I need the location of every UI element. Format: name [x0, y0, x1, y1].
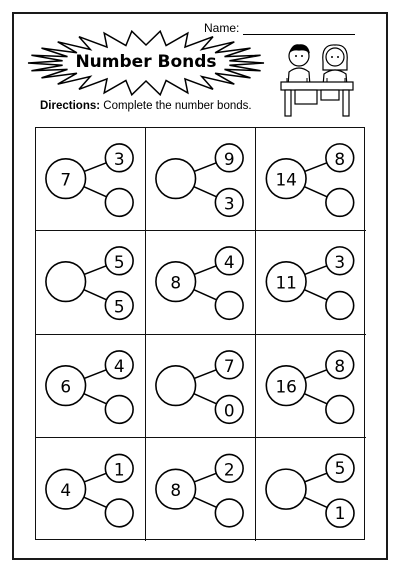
part-circle-top — [105, 247, 133, 275]
part-circle-top-value: 8 — [334, 355, 346, 376]
bond-connector-line — [84, 497, 107, 507]
whole-circle-value: 11 — [275, 272, 297, 293]
bond-connector-line — [304, 187, 327, 197]
part-circle-top-value: 8 — [334, 148, 346, 169]
bond-connector-line — [305, 266, 327, 275]
whole-circle-value: 8 — [170, 479, 182, 500]
part-circle-bottom[interactable] — [215, 292, 243, 320]
whole-circle[interactable] — [46, 262, 86, 302]
number-bond-cell — [146, 231, 256, 334]
whole-circle[interactable] — [156, 365, 196, 405]
part-circle-bottom-value: 1 — [334, 503, 346, 524]
part-circle-top-value: 1 — [113, 459, 125, 480]
part-circle-bottom-value: 5 — [113, 296, 125, 317]
whole-circle-value: 16 — [275, 376, 297, 397]
whole-circle — [266, 262, 306, 302]
bond-connector-line — [305, 369, 327, 378]
page-title: Number Bonds — [75, 52, 217, 72]
part-circle-top-value: 5 — [113, 252, 125, 273]
part-circle-bottom[interactable] — [105, 499, 133, 527]
bond-connector-line — [84, 473, 106, 482]
part-circle-bottom[interactable] — [105, 395, 133, 423]
number-bond-cell — [36, 438, 146, 541]
whole-circle — [156, 262, 196, 302]
bond-connector-line — [84, 290, 107, 300]
whole-circle — [46, 159, 86, 199]
whole-circle[interactable] — [266, 469, 306, 509]
number-bonds-grid — [35, 127, 365, 540]
kids-at-desk-illustration — [277, 42, 357, 118]
whole-circle — [156, 469, 196, 509]
whole-circle[interactable] — [156, 159, 196, 199]
part-circle-bottom — [215, 395, 243, 423]
whole-circle-value: 14 — [275, 169, 297, 190]
number-bond-cell — [36, 128, 146, 231]
directions — [40, 100, 252, 112]
number-bond-cell — [256, 438, 366, 541]
number-bond-cell — [146, 335, 256, 438]
bond-connector-line — [194, 163, 216, 172]
directions-label: Directions: — [40, 100, 101, 112]
number-bond-cell — [36, 335, 146, 438]
whole-circle — [266, 365, 306, 405]
bond-connector-line — [305, 473, 327, 482]
whole-circle — [266, 159, 306, 199]
bond-connector-line — [304, 290, 327, 300]
directions-text: Complete the number bonds. — [100, 100, 252, 112]
part-circle-top — [215, 350, 243, 378]
part-circle-top — [326, 350, 354, 378]
part-circle-top — [105, 454, 133, 482]
bond-connector-line — [194, 187, 217, 197]
part-circle-top — [105, 144, 133, 172]
part-circle-bottom[interactable] — [326, 189, 354, 217]
part-circle-top-value: 5 — [334, 458, 346, 479]
number-bond-cell — [146, 438, 256, 541]
whole-circle-value: 4 — [60, 479, 72, 500]
number-bond-cell — [256, 231, 366, 334]
part-circle-top-value: 7 — [223, 355, 235, 376]
bond-connector-line — [84, 393, 107, 403]
part-circle-top — [326, 247, 354, 275]
bond-connector-line — [84, 266, 106, 275]
part-circle-top-value: 2 — [223, 459, 235, 480]
bond-connector-line — [84, 163, 106, 172]
bond-connector-line — [194, 497, 217, 507]
bond-connector-line — [194, 266, 216, 275]
part-circle-bottom-value: 0 — [223, 399, 235, 420]
part-circle-top — [215, 144, 243, 172]
name-label: Name: — [204, 21, 240, 35]
bond-connector-line — [304, 393, 327, 403]
number-bond-cell — [256, 335, 366, 438]
part-circle-top — [105, 350, 133, 378]
bond-connector-line — [305, 163, 327, 172]
part-circle-bottom[interactable] — [215, 499, 243, 527]
part-circle-bottom[interactable] — [326, 395, 354, 423]
bond-connector-line — [194, 290, 217, 300]
whole-circle-value: 7 — [60, 169, 72, 190]
part-circle-bottom-value: 3 — [223, 193, 235, 214]
bond-connector-line — [304, 497, 327, 507]
part-circle-top — [215, 247, 243, 275]
number-bond-cell — [146, 128, 256, 231]
part-circle-top-value: 9 — [223, 148, 235, 169]
part-circle-bottom[interactable] — [105, 189, 133, 217]
number-bond-cell — [36, 231, 146, 334]
whole-circle — [46, 365, 86, 405]
whole-circle-value: 6 — [60, 376, 72, 397]
part-circle-bottom — [326, 499, 354, 527]
part-circle-bottom — [215, 189, 243, 217]
part-circle-bottom — [105, 292, 133, 320]
bond-connector-line — [84, 187, 107, 197]
whole-circle — [46, 469, 86, 509]
bond-connector-line — [84, 369, 106, 378]
part-circle-top-value: 4 — [113, 355, 125, 376]
part-circle-top — [215, 454, 243, 482]
whole-circle-value: 8 — [170, 272, 182, 293]
part-circle-top — [326, 454, 354, 482]
number-bond-cell — [256, 128, 366, 231]
part-circle-top-value: 3 — [334, 252, 346, 273]
bond-connector-line — [194, 369, 216, 378]
part-circle-top — [326, 144, 354, 172]
part-circle-top-value: 3 — [113, 148, 125, 169]
bond-connector-line — [194, 393, 217, 403]
bond-connector-line — [194, 473, 216, 482]
part-circle-top-value: 4 — [223, 252, 235, 273]
part-circle-bottom[interactable] — [326, 292, 354, 320]
